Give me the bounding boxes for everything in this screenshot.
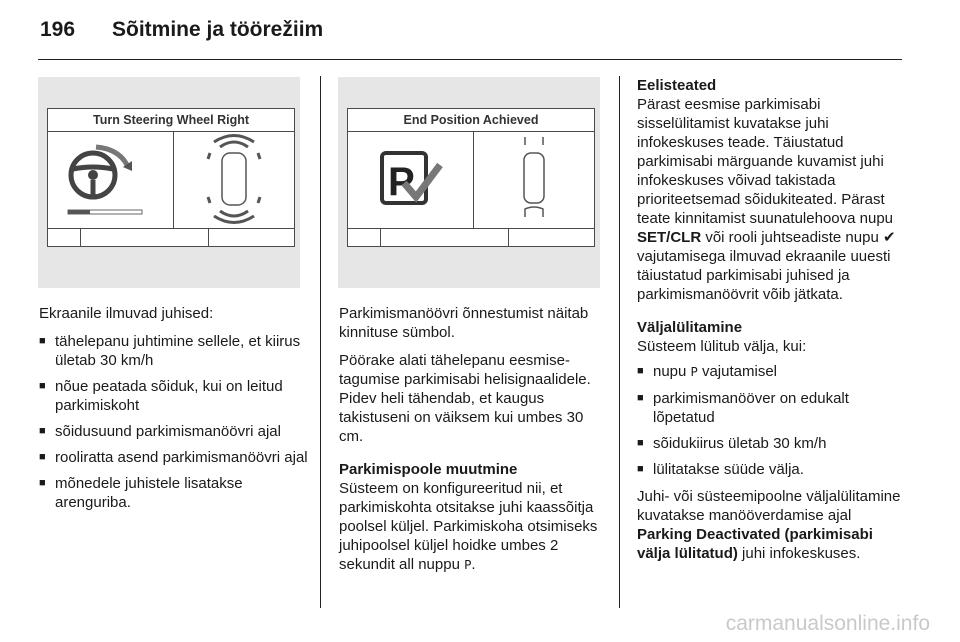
list-item: ■ sõidusuund parkimismanöövri ajal xyxy=(39,422,309,441)
steering-wheel-icon xyxy=(48,131,294,228)
column-3 xyxy=(637,76,905,572)
list-item: ■ tähelepanu juhtimine sellele, et kiirus ületab 30 km/h xyxy=(39,332,309,370)
list-item: ■ parkimismanööver on edukalt lõpetatud xyxy=(637,389,905,427)
park-button-icon: P xyxy=(464,558,472,572)
paragraph: Juhi- või süsteemipoolne väljalülitamine kuvatakse manööverdamise ajal Parking Deactivated (parkimisabi välja lülitatud) juhi infokeskuses. xyxy=(637,488,901,562)
check-icon: ✔ xyxy=(882,229,896,246)
paragraph: Süsteem lülitub välja, kui: xyxy=(637,338,807,355)
section-heading: Eelisteated xyxy=(637,77,717,94)
paragraph: Pöörake alati tähelepanu eesmise-tagumise parkimisabi helisignaalidele. Pidev heli tähendab, et kaugus takistuseni on väiksem kui umbes 30 cm. xyxy=(339,352,591,445)
display-screen xyxy=(347,108,595,247)
watermark: carmanualsonline.info xyxy=(725,612,930,635)
screen-title: End Position Achieved xyxy=(348,109,594,132)
park-button-icon: P xyxy=(690,365,698,379)
page-title: Sõitmine ja töörežiim xyxy=(112,18,324,41)
figure-steering xyxy=(38,77,300,288)
car-position-icon xyxy=(524,137,544,217)
list-item: ■ nupu P vajutamisel xyxy=(637,362,905,382)
intro-text: Ekraanile ilmuvad juhised: xyxy=(39,305,214,322)
paragraph: Parkimismanöövri õnnestumist näitab kinnituse sümbol. xyxy=(339,305,589,341)
list-item: ■ nõue peatada sõiduk, kui on leitud parkimiskoht xyxy=(39,377,309,415)
page-number: 196 xyxy=(40,18,76,41)
set-clr-key: SET/CLR xyxy=(637,229,702,246)
column-divider-1 xyxy=(320,76,321,608)
column-1 xyxy=(39,304,309,520)
column-divider-2 xyxy=(619,76,620,608)
display-screen xyxy=(47,108,295,247)
list-item: ■ rooliratta asend parkimismanöövri ajal xyxy=(39,448,309,467)
figure-end-position xyxy=(338,77,600,288)
column-2 xyxy=(339,304,607,584)
paragraph: Pärast eesmise parkimisabi sisselülitamist kuvatakse juhi infokeskuses teade. Täiustatud parkimisabi märguande kuvamist juhi infokeskuses võivad takistada prioriteetsemad sõidukiteated. Pärast teate kinnitamist suunatulehoova nupu SET/CLR või rooli juhtseadiste nupu ✔ vajutamisega ilmuvad ekraanile uuesti täiustatud parkimisabi juhised ja parkimismanöövrit võib jätkata. xyxy=(637,96,896,303)
section-heading: Väljalülitamine xyxy=(637,319,743,336)
header-rule xyxy=(38,59,902,60)
parking-check-icon xyxy=(348,131,594,228)
svg-text:P: P xyxy=(388,160,415,204)
list-item: ■ sõidukiirus ületab 30 km/h xyxy=(637,434,905,453)
paragraph: Süsteem on konfigureeritud nii, et parkimiskohta otsitakse juhi kaassõitja poolsel küljel. Parkimiskoha otsimiseks juhipoolsel küljel hoidke umbes 2 sekundit all nuppu P. xyxy=(339,480,598,573)
page-header xyxy=(40,18,323,42)
list-item: ■ lülitatakse süüde välja. xyxy=(637,460,905,479)
deactivation-list xyxy=(637,362,905,479)
instructions-list xyxy=(39,332,309,512)
screen-title: Turn Steering Wheel Right xyxy=(48,109,294,132)
car-sensor-icon xyxy=(208,136,260,223)
list-item: ■ mõnedele juhistele lisatakse arenguriba. xyxy=(39,474,309,512)
section-heading: Parkimispoole muutmine xyxy=(339,461,518,478)
